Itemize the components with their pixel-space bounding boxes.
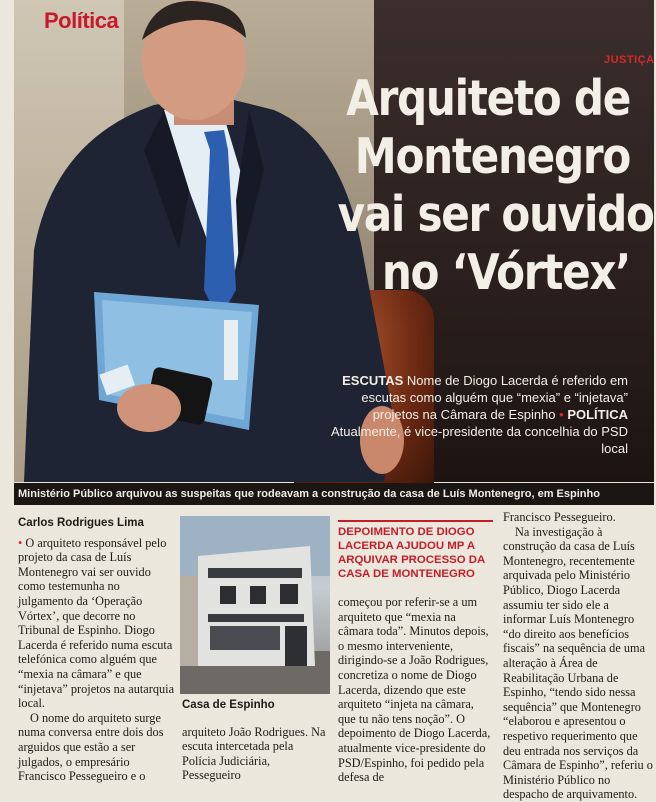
- lead-body: Nome de Diogo Lacerda é referido em escutas como alguém que “mexia” e “injetava” projetos na Câmara de Espinho: [361, 373, 628, 422]
- sidebar-headline: DEPOIMENTO DE DIOGO LACERDA AJUDOU MP A ARQUIVAR PROCESSO DA CASA DE MONTENEGRO: [338, 520, 493, 581]
- article-column-1: [18, 516, 178, 784]
- headline-line: Arquiteto de: [346, 70, 630, 127]
- paragraph: • O arquiteto responsável pelo projeto da casa de Luís Montenegro vai ser ouvido como testemunha no julgamento da ‘Operação Vórtex’, que decorre no Tribunal de Espinho. Diogo Lacerda é referido numa escuta telefónica como alguém que “mexia na câmara” e que “injetava” projetos na autarquia local.: [18, 535, 175, 711]
- paragraph: O nome do arquiteto surge numa conversa entre dois dos arguidos que estão a ser julgados, o empresário Francisco Pessegueiro e o: [18, 710, 164, 784]
- section-label: Política: [44, 8, 119, 33]
- lead-text: [328, 372, 628, 457]
- article-column-2: [180, 516, 330, 783]
- bullet-icon: •: [18, 535, 23, 550]
- lead-tag: POLÍTICA: [567, 407, 628, 422]
- article-column-3: [338, 520, 493, 785]
- lead-body: Atualmente, é vice-presidente da concelhia do PSD local: [330, 424, 628, 456]
- hero-photo: [14, 0, 655, 482]
- lead-tag: ESCUTAS: [342, 373, 404, 388]
- paragraph: Na investigação à construção da casa de Luís Montenegro, recentemente arquivada pelo Ministério Público, Diogo Lacerda assumiu ter sido ele a informar Luís Montenegro “do direito aos benefícios fiscais” na sequência de uma alteração à Área de Reabilitação Urbana de Espinho, “tendo sido nessa sequência” que Montenegro “elaborou e apresentou o respetivo requerimento que deu entrada nos serviços da Câmara de Espinho”, referiu o Ministério Público no despacho de arquivamento.: [503, 524, 653, 802]
- headline-line: vai ser ouvido: [337, 186, 654, 243]
- bullet-icon: •: [559, 407, 564, 422]
- headline-line: no ‘Vórtex’: [381, 244, 630, 301]
- headline: [337, 70, 654, 302]
- paragraph: Francisco Pessegueiro.: [503, 510, 616, 524]
- kicker: JUSTIÇA: [604, 54, 655, 66]
- headline-line: Montenegro: [354, 128, 630, 185]
- house-photo: [180, 516, 330, 694]
- paragraph: começou por referir-se a um arquiteto que “mexia na câmara toda”. Minutos depois, o mesmo interveniente, dirigindo-se a João Rodrigues, concretiza o nome de Diogo Lacerda, dizendo que este arquiteto “injeta na câmara, que tu não tens noção”. O depoimento de Diogo Lacerda, atualmente vice-presidente do PSD/Espinho, foi pedido pela defesa de: [338, 595, 491, 785]
- byline: Carlos Rodrigues Lima: [18, 517, 144, 529]
- article-column-4: [503, 510, 653, 802]
- house-photo-caption: Casa de Espinho: [182, 699, 275, 711]
- photo-caption: Ministério Público arquivou as suspeitas que rodeavam a construção da casa de Luís Montenegro, em Espinho: [14, 483, 654, 505]
- paragraph: arquiteto João Rodrigues. Na escuta intercetada pela Polícia Judiciária, Pessegueiro: [182, 724, 326, 783]
